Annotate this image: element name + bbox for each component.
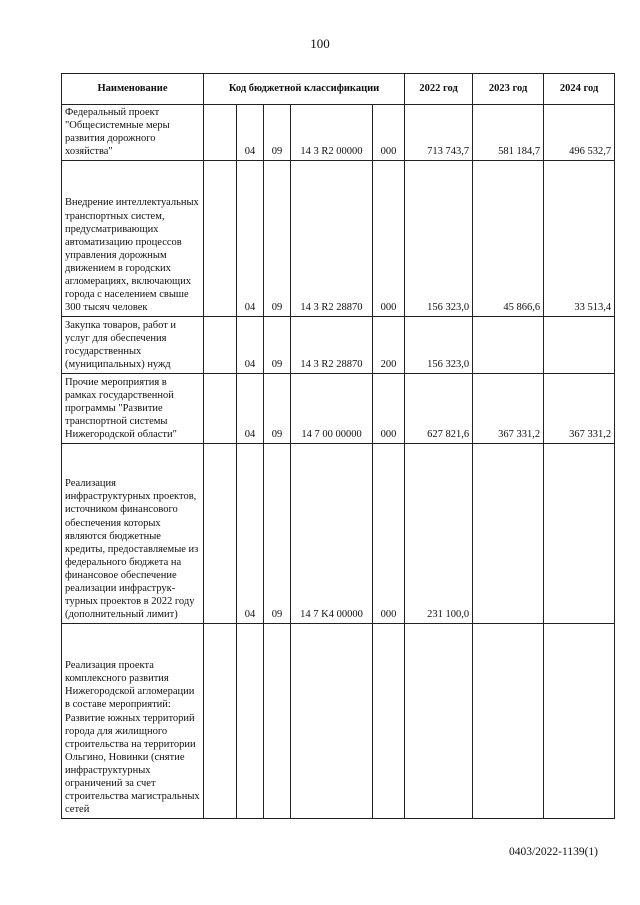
table-row [62, 160, 615, 316]
header-code: Код бюджетной классификации [204, 74, 405, 105]
row-code-section: 04 [237, 105, 264, 161]
row-name: Закупка товаров, работ и услуг для обеспечения государственных (муниципальных) нужд [62, 316, 204, 373]
row-code-subsection: 09 [264, 160, 291, 316]
row-value-2024 [544, 623, 615, 818]
row-value-2022: 231 100,0 [405, 443, 473, 623]
row-code-section: 04 [237, 160, 264, 316]
table-row [62, 443, 615, 623]
row-code-subsection: 09 [264, 373, 291, 443]
row-value-2022: 627 821,6 [405, 373, 473, 443]
row-value-2023: 45 866,6 [473, 160, 544, 316]
table-row [62, 623, 615, 818]
row-code-0 [204, 623, 237, 818]
row-code-0 [204, 160, 237, 316]
row-code-target: 14 3 R2 28870 [291, 316, 373, 373]
row-code-0 [204, 373, 237, 443]
row-code-target: 14 3 R2 28870 [291, 160, 373, 316]
row-name: Федеральный проект "Общесистемные меры развития дорожного хозяйства" [62, 105, 204, 161]
row-code-0 [204, 316, 237, 373]
row-value-2024: 496 532,7 [544, 105, 615, 161]
row-code-target: 14 3 R2 00000 [291, 105, 373, 161]
row-value-2022: 156 323,0 [405, 316, 473, 373]
row-name: Реализация проекта комплексного развития Нижегородской агломерации в составе мероприятий: Развитие южных территорий города для жилищного строительства на территории Ольгино, Новинки (снятие инфраструктурных ограничений за счет строительства магистральных сетей [62, 623, 204, 818]
row-code-target [291, 623, 373, 818]
row-code-subsection: 09 [264, 443, 291, 623]
row-code-section: 04 [237, 316, 264, 373]
table-row [62, 316, 615, 373]
row-code-0 [204, 105, 237, 161]
row-code-type [373, 623, 405, 818]
row-code-section [237, 623, 264, 818]
row-value-2023: 581 184,7 [473, 105, 544, 161]
row-name: Реализация инфраструктурных проектов, источником финансового обеспечения которых являются бюджетные кредиты, предоставляемые из федерального бюджета на финансовое обеспечение реализации инфраструк-турных проектов в 2022 году (дополнительный лимит) [62, 443, 204, 623]
table-row [62, 105, 615, 161]
row-code-target: 14 7 K4 00000 [291, 443, 373, 623]
row-code-type: 000 [373, 105, 405, 161]
row-value-2024: 367 331,2 [544, 373, 615, 443]
row-code-section: 04 [237, 443, 264, 623]
row-code-subsection: 09 [264, 316, 291, 373]
table-row [62, 373, 615, 443]
header-2023: 2023 год [473, 74, 544, 105]
row-code-type: 000 [373, 160, 405, 316]
header-2022: 2022 год [405, 74, 473, 105]
row-code-type: 000 [373, 443, 405, 623]
row-code-section: 04 [237, 373, 264, 443]
row-value-2022: 156 323,0 [405, 160, 473, 316]
row-code-type: 000 [373, 373, 405, 443]
row-code-subsection: 09 [264, 105, 291, 161]
row-value-2024 [544, 443, 615, 623]
header-name: Наименование [62, 74, 204, 105]
row-name: Внедрение интеллектуальных транспортных систем, предусматривающих автоматизацию процессов управления дорожным движением в городских агломерациях, включающих города с населением свыше 300 тысяч человек [62, 160, 204, 316]
row-code-0 [204, 443, 237, 623]
header-2024: 2024 год [544, 74, 615, 105]
row-value-2024: 33 513,4 [544, 160, 615, 316]
page-number: 100 [310, 36, 330, 51]
row-code-type: 200 [373, 316, 405, 373]
row-code-subsection [264, 623, 291, 818]
row-value-2022 [405, 623, 473, 818]
row-value-2023 [473, 316, 544, 373]
row-value-2023 [473, 623, 544, 818]
row-value-2023 [473, 443, 544, 623]
row-value-2023: 367 331,2 [473, 373, 544, 443]
row-code-target: 14 7 00 00000 [291, 373, 373, 443]
row-name: Прочие мероприятия в рамках государственной программы "Развитие транспортной системы Нижегородской области" [62, 373, 204, 443]
row-value-2024 [544, 316, 615, 373]
document-code: 0403/2022-1139(1) [508, 846, 598, 858]
table-header-row [62, 74, 615, 105]
budget-table [61, 73, 615, 819]
row-value-2022: 713 743,7 [405, 105, 473, 161]
